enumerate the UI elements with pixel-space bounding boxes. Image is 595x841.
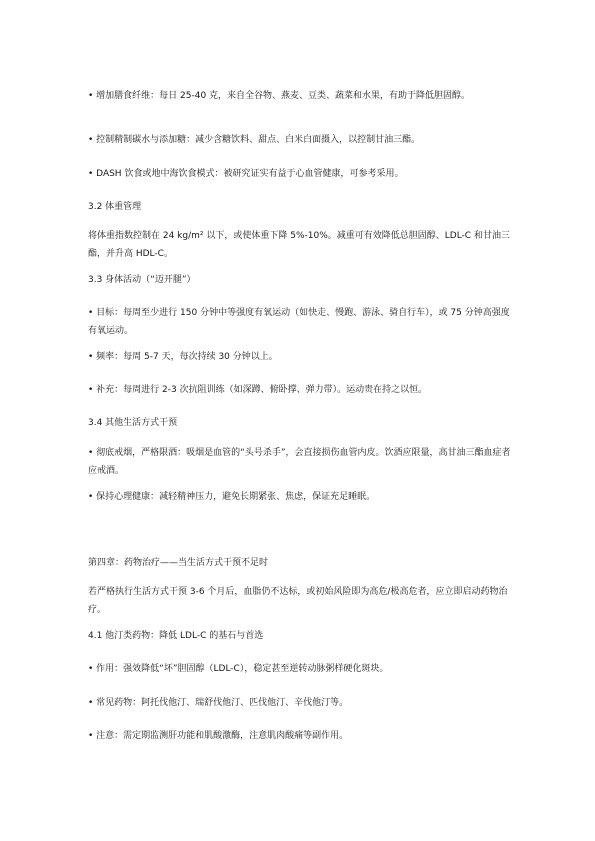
section-heading-4-1: 4.1 他汀类药物：降低 LDL-C 的基石与首选 <box>88 631 264 641</box>
section-heading-3-2: 3.2 体重管理 <box>88 202 142 212</box>
bullet-smoking-alcohol: • 彻底戒烟，严格限酒：吸烟是血管的“头号杀手”，会直接损伤血管内皮。饮酒应限量，高甘油三酯血症者应戒酒。 <box>88 448 511 476</box>
bullet-statin-effect: • 作用：强效降低“坏”胆固醇（LDL-C），稳定甚至逆转动脉粥样硬化斑块。 <box>88 664 389 674</box>
bullet-dietary-fiber: • 增加膳食纤维：每日 25-40 克，来自全谷物、燕麦、豆类、蔬菜和水果，有助于降低胆固醇。 <box>88 91 471 101</box>
bullet-statin-caution: • 注意：需定期监测肝功能和肌酸激酶，注意肌肉酸痛等副作用。 <box>88 731 349 741</box>
paragraph-drug-therapy-intro: 若严格执行生活方式干预 3-6 个月后，血脂仍不达标，或初始风险即为高危/极高危者，应立即启动药物治疗。 <box>88 587 508 615</box>
section-heading-3-4: 3.4 其他生活方式干预 <box>88 418 178 428</box>
paragraph-weight-management: 将体重指数控制在 24 kg/m² 以下，或使体重下降 5%-10%。减重可有效降低总胆固醇、LDL-C 和甘油三酯，并升高 HDL-C。 <box>88 231 510 259</box>
bullet-resistance-training: • 补充：每周进行 2-3 次抗阻训练（如深蹲、俯卧撑、弹力带）。运动贵在持之以恒。 <box>88 385 428 395</box>
bullet-statin-drugs: • 常见药物：阿托伐他汀、瑞舒伐他汀、匹伐他汀、辛伐他汀等。 <box>88 698 349 708</box>
section-heading-3-3: 3.3 身体活动（“迈开腿”） <box>88 275 196 285</box>
bullet-mental-health: • 保持心理健康：减轻精神压力，避免长期紧张、焦虑，保证充足睡眠。 <box>88 492 376 502</box>
bullet-activity-goal: • 目标：每周至少进行 150 分钟中等强度有氧运动（如快走、慢跑、游泳、骑自行车），或 75 分钟高强度有氧运动。 <box>88 308 510 336</box>
bullet-activity-frequency: • 频率：每周 5-7 天，每次持续 30 分钟以上。 <box>88 352 278 362</box>
bullet-dash-diet: • DASH 饮食或地中海饮食模式：被研究证实有益于心血管健康，可参考采用。 <box>88 169 404 179</box>
chapter-four-heading: 第四章：药物治疗——当生活方式干预不足时 <box>88 558 269 568</box>
bullet-refined-carbs: • 控制精制碳水与添加糖：减少含糖饮料、甜点、白米白面摄入，以控制甘油三酯。 <box>88 135 421 145</box>
